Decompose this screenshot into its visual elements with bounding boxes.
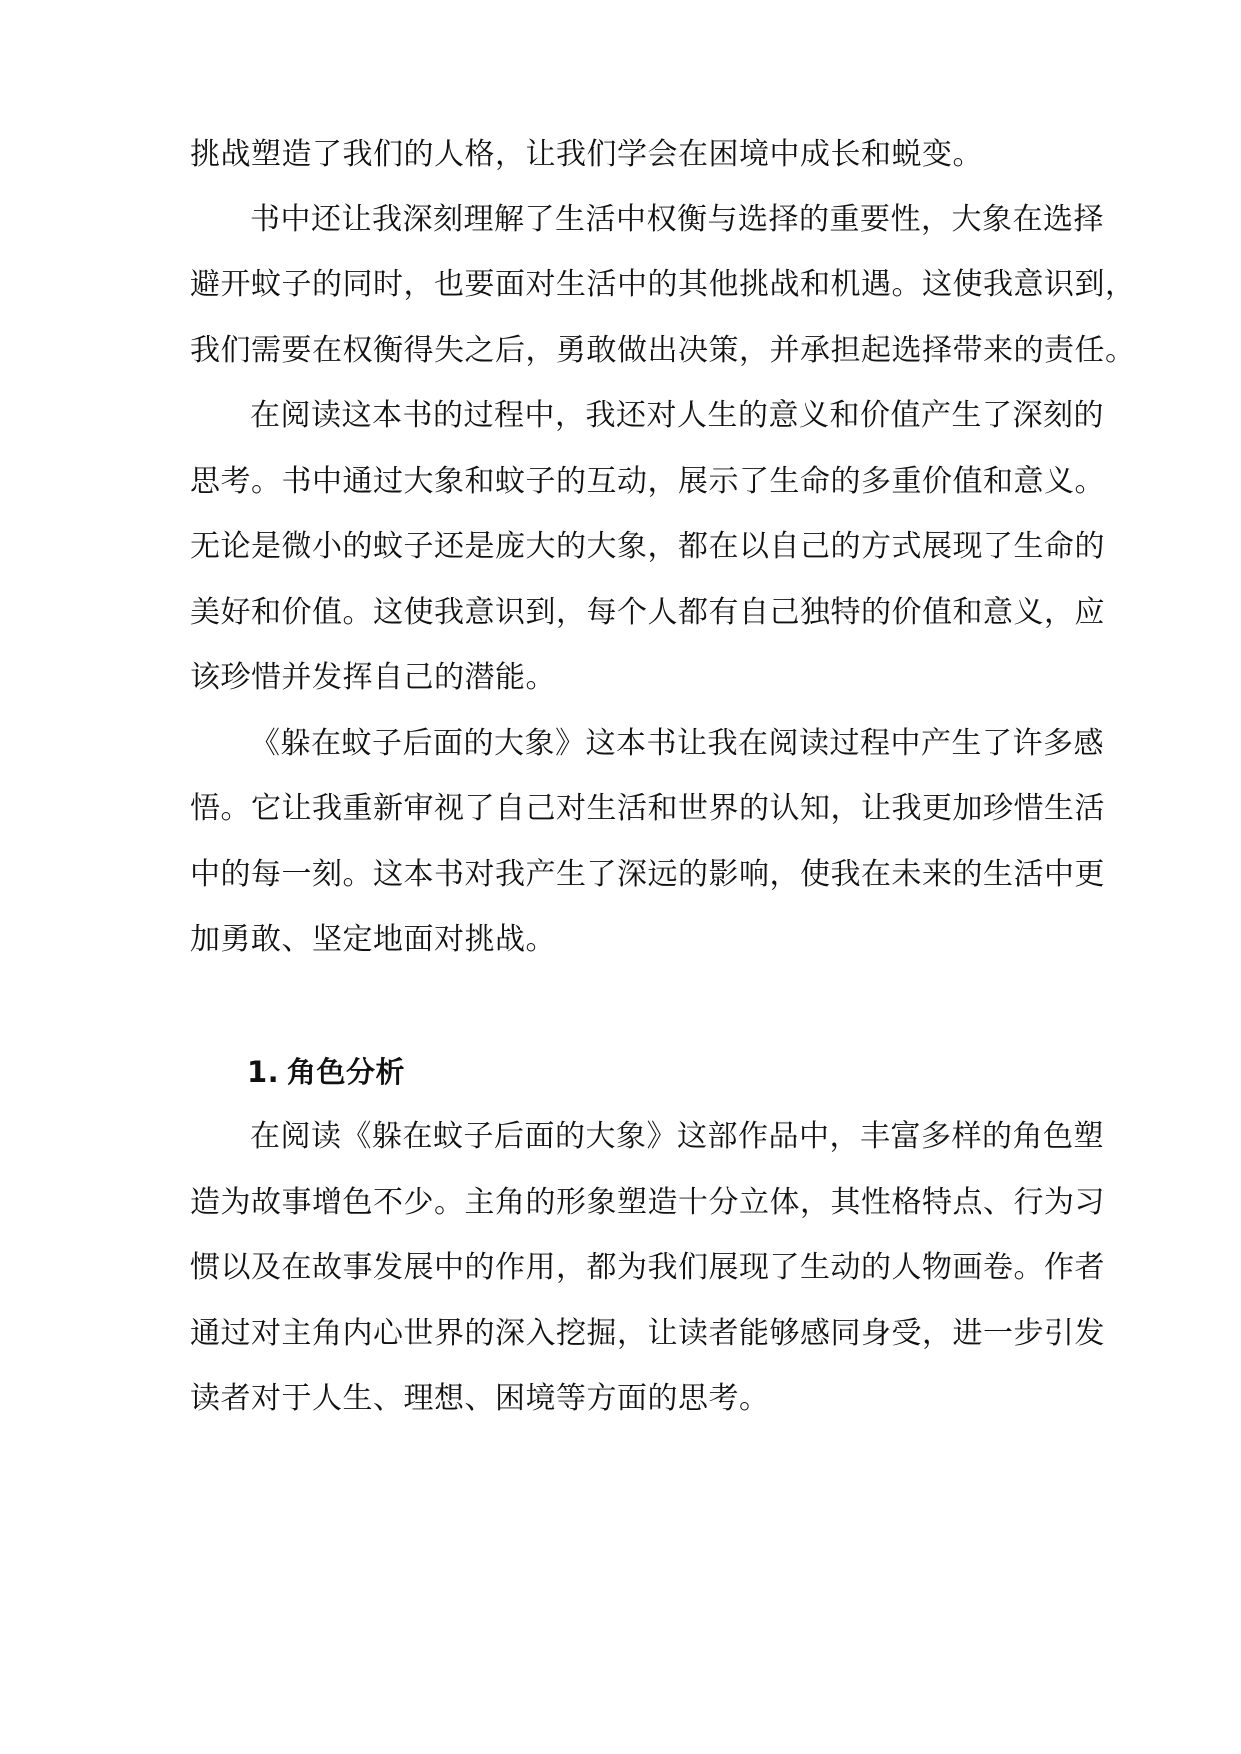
paragraph-line: 在阅读这本书的过程中，我还对人生的意义和价值产生了深刻的 <box>250 398 1104 433</box>
paragraph-line: 《躲在蚊子后面的大象》这本书让我在阅读过程中产生了许多感 <box>250 726 1104 761</box>
paragraph-line: 通过对主角内心世界的深入挖掘，让读者能够感同身受，进一步引发 <box>190 1316 1105 1351</box>
paragraph-line: 该珍惜并发挥自己的潜能。 <box>190 660 556 695</box>
paragraph-line: 加勇敢、坚定地面对挑战。 <box>190 922 556 957</box>
paragraph-line: 造为故事增色不少。主角的形象塑造十分立体，其性格特点、行为习 <box>190 1185 1105 1220</box>
paragraph-line: 挑战塑造了我们的人格，让我们学会在困境中成长和蜕变。 <box>190 137 983 172</box>
paragraph-line: 思考。书中通过大象和蚊子的互动，展示了生命的多重价值和意义。 <box>190 464 1105 499</box>
paragraph-line: 美好和价值。这使我意识到，每个人都有自己独特的价值和意义，应 <box>190 595 1105 630</box>
paragraph-line: 读者对于人生、理想、困境等方面的思考。 <box>190 1381 770 1416</box>
paragraph-line: 中的每一刻。这本书对我产生了深远的影响，使我在未来的生活中更 <box>190 857 1105 892</box>
section-heading <box>247 1052 1127 1092</box>
paragraph-line: 无论是微小的蚊子还是庞大的大象，都在以自己的方式展现了生命的 <box>190 529 1105 564</box>
paragraph-line: 悟。它让我重新审视了自己对生活和世界的认知，让我更加珍惜生活 <box>190 791 1105 826</box>
section-title: 角色分析 <box>287 1055 406 1089</box>
paragraph-line: 惯以及在故事发展中的作用，都为我们展现了生动的人物画卷。作者 <box>190 1250 1105 1285</box>
section-number: 1. <box>247 1055 280 1089</box>
paragraph-line: 书中还让我深刻理解了生活中权衡与选择的重要性，大象在选择 <box>250 202 1104 237</box>
paragraph-line: 避开蚊子的同时，也要面对生活中的其他挑战和机遇。这使我意识到， <box>190 267 1136 302</box>
paragraph-line: 在阅读《躲在蚊子后面的大象》这部作品中，丰富多样的角色塑 <box>250 1119 1104 1154</box>
paragraph-line: 我们需要在权衡得失之后，勇敢做出决策，并承担起选择带来的责任。 <box>190 333 1136 368</box>
